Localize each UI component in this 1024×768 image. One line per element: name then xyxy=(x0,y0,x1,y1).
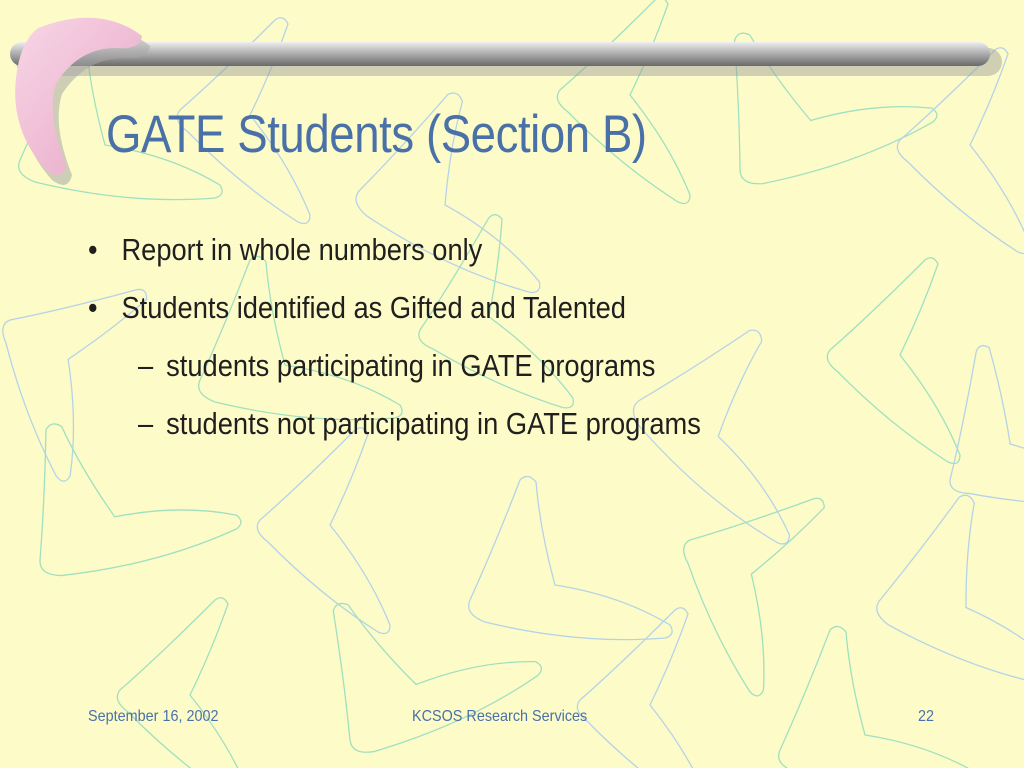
bullet-text: Report in whole numbers only xyxy=(121,232,483,267)
bullet-list xyxy=(88,232,968,464)
bullet-text: Students identified as Gifted and Talented xyxy=(121,290,626,325)
sub-bullet-item xyxy=(138,406,868,464)
sub-bullet-item xyxy=(138,348,868,406)
bullet-item xyxy=(88,232,862,290)
footer-organization: KCSOS Research Services xyxy=(412,708,588,725)
slide-number: 22 xyxy=(918,708,935,725)
bullet-marker: • xyxy=(88,232,98,267)
sub-bullet-text: students not participating in GATE programs xyxy=(166,406,701,441)
footer-date: September 16, 2002 xyxy=(88,708,219,725)
header-bar xyxy=(10,42,1002,76)
sub-bullet-text: students participating in GATE programs xyxy=(166,348,656,383)
bullet-item xyxy=(88,290,862,348)
sub-bullet-marker: – xyxy=(138,406,154,441)
slide-title: GATE Students (Section B) xyxy=(106,105,647,164)
bullet-marker: • xyxy=(88,290,98,325)
sub-bullet-marker: – xyxy=(138,348,154,383)
